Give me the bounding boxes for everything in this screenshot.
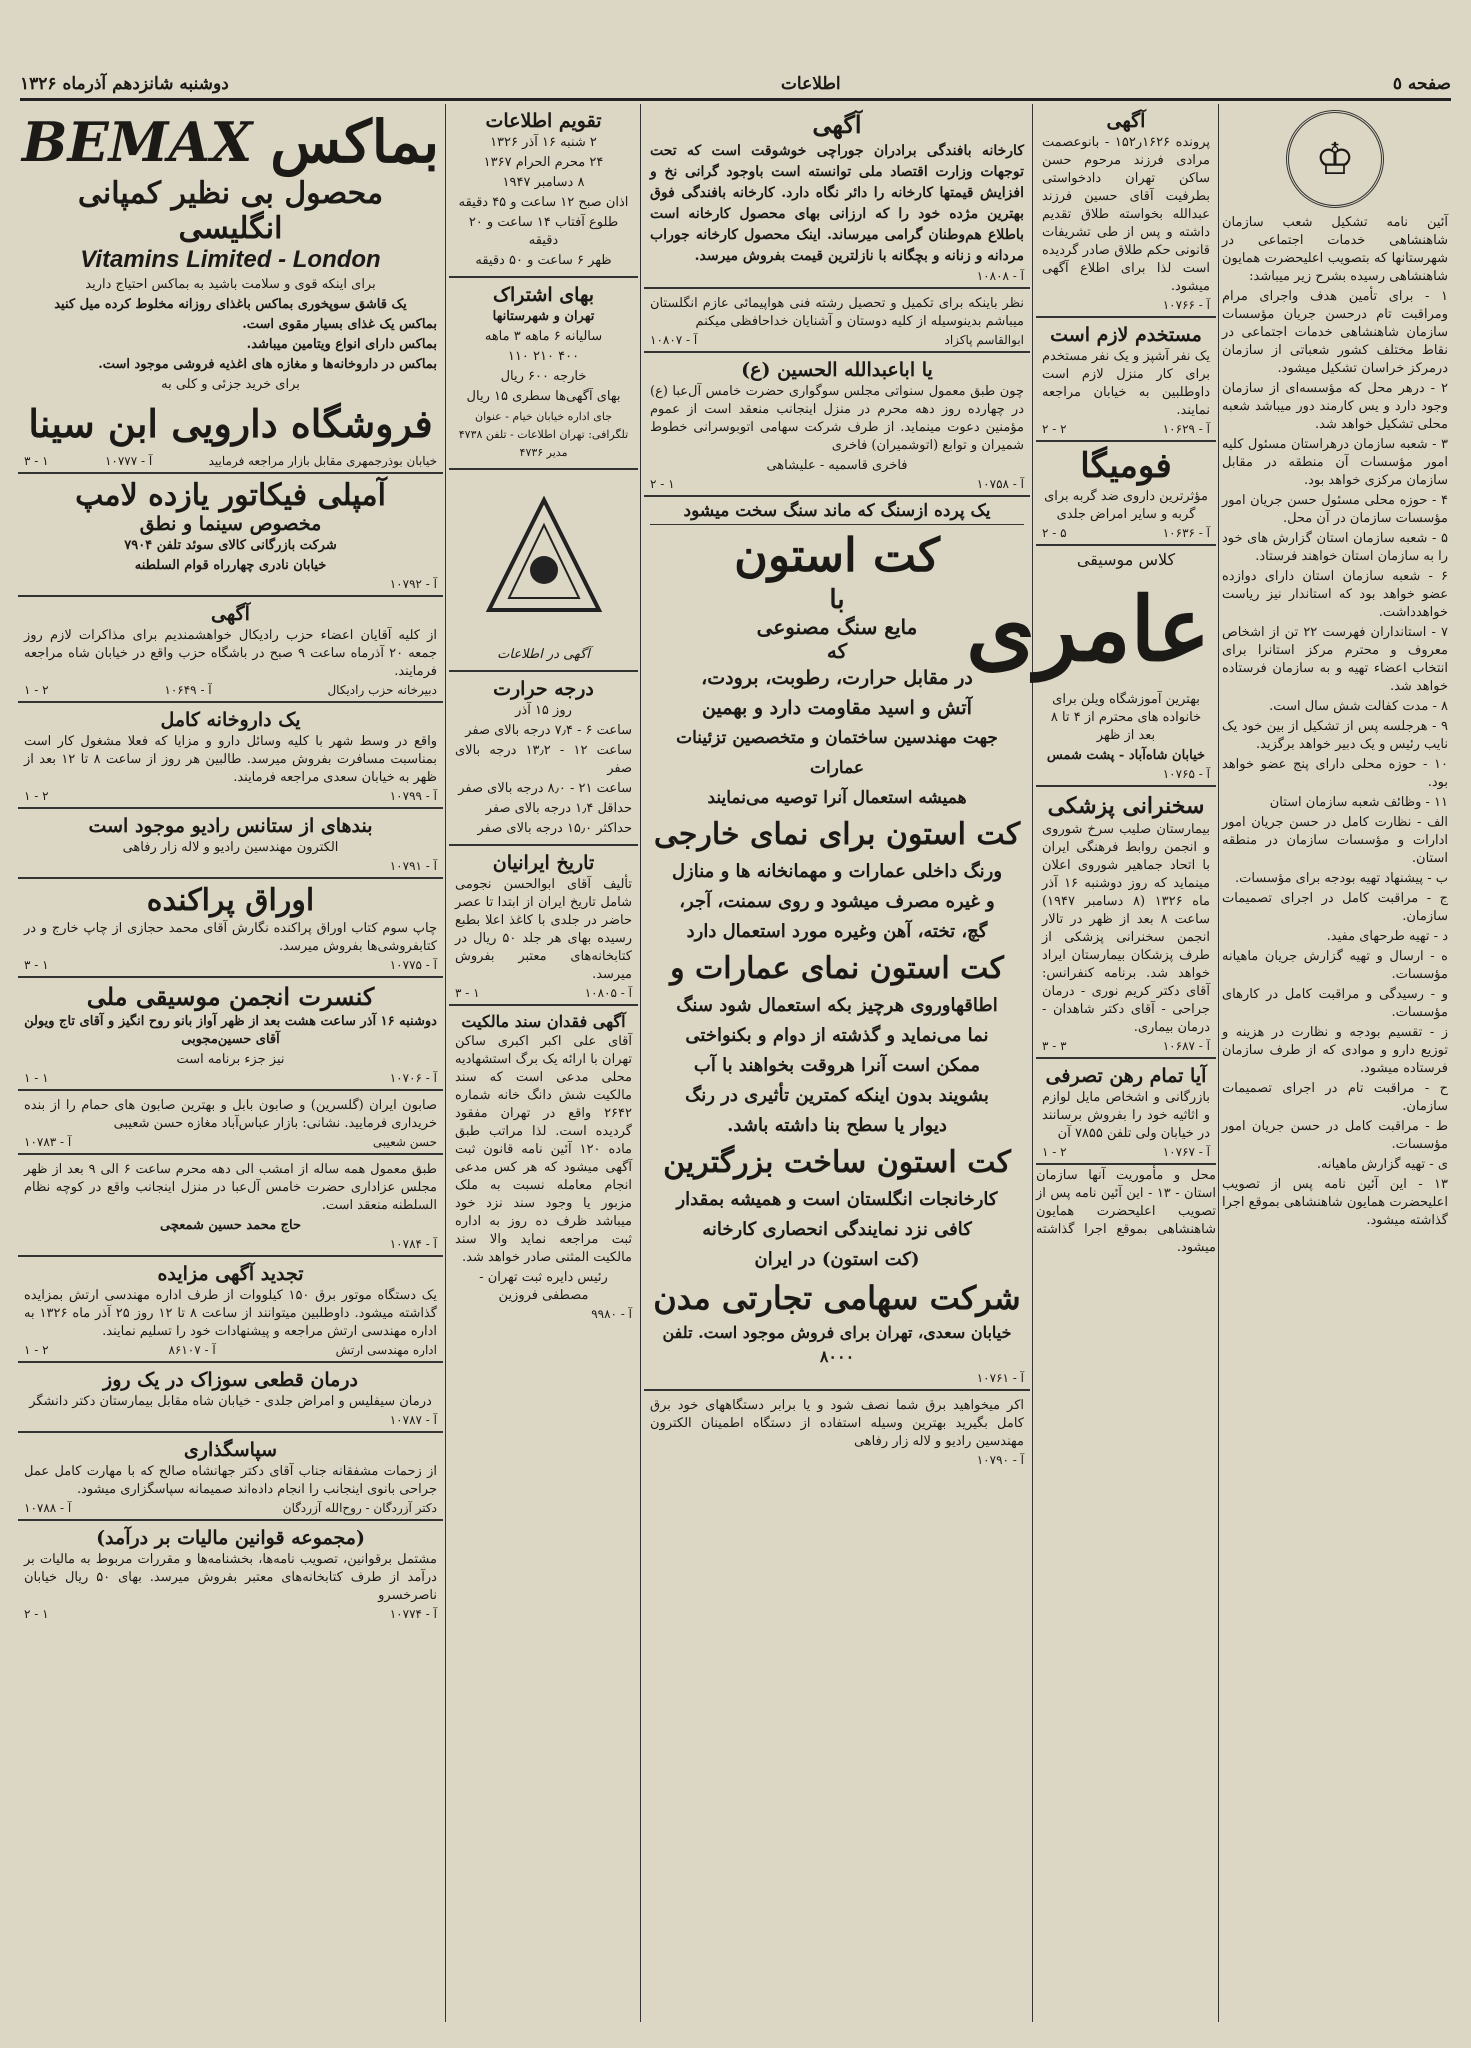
ad-code: آ - ۸۶۱۰۷	[168, 1343, 216, 1357]
ad-code: آ - ۱۰۶۴۹	[164, 683, 212, 697]
catstone-line: گچ، تخته، آهن وغیره مورد استعمال دارد	[686, 921, 988, 942]
subscription-row: بهای آگهی‌ها سطری ۱۵ ریال	[466, 389, 621, 404]
tax-body: مشتمل برقوانین، تصویب نامه‌ها، بخشنامه‌ها و مقررات مربوط به مالیات بر درآمد از طرف کتابخانه‌های معتبر بفروش میرسد. بهای ۵۰ ریال خیابان ناصرخسرو	[24, 1552, 437, 1603]
amp-title: آمپلی فیکاتور یازده لامپ	[75, 478, 386, 513]
soap-body: صابون ایران (گلسرین) و صابون بابل و بهترین صابون های حمام را از بنده خریداری فرمایید. نشانی: بازار عباس‌آباد مغازه حسن شعیبی	[24, 1098, 437, 1131]
lost-title: آگهی فقدان سند مالکیت	[461, 1012, 626, 1031]
music-class-label: کلاس موسیقی	[1076, 550, 1176, 569]
bemax-line: بماکس دارای انواع ویتامین میباشد.	[246, 337, 437, 352]
mourning-title: یا اباعبدالله الحسین (ع)	[741, 359, 933, 381]
duty-item: ز - تقسیم بودجه و نظارت در هزینه و توزیع دارو و موادی که از طرف سازمان فرستاده میشود.	[1222, 1025, 1448, 1076]
paper-name: اطلاعات	[780, 74, 841, 94]
thanks-body: از زحمات مشفقانه جناب آقای دکتر جهانشاه صالح که با مهارت کامل عمل جراحی بانوی اینجانب را انجام داده‌اند صمیمانه سپاسگزاری میشود.	[24, 1464, 437, 1497]
ad-code: آ - ۱۰۷۷۵	[389, 958, 437, 972]
mourning2-sign: حاج محمد حسین شمعچی	[159, 1218, 302, 1233]
statute-item: ۴ - حوزه محلی مسئول حسن جریان امور مؤسسات سازمان در آن محل.	[1222, 493, 1448, 526]
catstone-line: کارخانجات انگلستان است و همیشه بمقدار	[676, 1189, 998, 1210]
temperature-row: ساعت ۶ - ۷٫۴ درجه بالای صفر	[465, 723, 632, 738]
ad-code: آ - ۱۰۷۶۱	[976, 1371, 1024, 1385]
ad-tax-laws	[18, 1521, 443, 1625]
catstone-with: با	[829, 585, 845, 615]
column-rule	[1032, 104, 1033, 2022]
tax-title: (مجموعه قوانین مالیات بر درآمد)	[96, 1527, 365, 1549]
pharmacy-name: فروشگاه دارویی ابن سینا	[28, 401, 433, 446]
subscription-box	[449, 278, 638, 470]
calendar-line: ۲۴ محرم الحرام ۱۳۶۷	[483, 155, 604, 170]
ad-ref: ۵ - ۲	[1042, 526, 1067, 540]
ad-body: پرونده ۱۶۲۶ر۱۵۲ - بانوعصمت مرادی فرزند مرحوم حسن ساکن تهران دادخواستی بطرفیت آقای حسین فرزند عبدالله بخواسته طلاق تقدیم داشته و پس از طی تشریفات قانونی حکم طلاق صادر گردیده است لذا برای اطلاع آگهی میشود.	[1042, 135, 1210, 294]
ad-party	[18, 597, 443, 703]
party-sign: دبیرخانه حزب رادیکال	[327, 683, 437, 697]
farewell-body: نظر باینکه برای تکمیل و تحصیل رشته فنی هواپیمائی عازم انگلستان میباشم بدینوسیله از کلیه دوستان و آشنایان خداحافظی میکنم	[650, 296, 1024, 329]
music-body: بهترین آموزشگاه ویلن برای خانواده های محترم از ۴ تا ۸ بعد از ظهر	[1050, 692, 1202, 743]
column-catstone	[644, 104, 1030, 2022]
ad-ref: ۲ - ۲	[1042, 422, 1067, 436]
ad-code: آ - ۱۰۷۸۳	[24, 1135, 72, 1149]
subscription-row: خارجه ۶۰۰ ریال	[500, 369, 587, 384]
subscription-title: بهای اشتراک	[492, 284, 595, 306]
catstone-line: ممکن است آنرا هروقت بخواهند با آب	[693, 1055, 981, 1076]
page-header	[20, 70, 1451, 101]
statute-item: ۱ - برای تأمین هدف واجرای مرام ومراقبت تام درحسن جریان مؤسسات سازمان شاهنشاهی خدمات اجتماعی در نقاط مختلف کشور شعباتی از سازمان درمرکز خراسان تشکیل میشود.	[1222, 289, 1448, 376]
treatment-title: درمان قطعی سوزاک در یک روز	[103, 1369, 358, 1391]
ad-radio-stands	[18, 809, 443, 879]
issue-date: دوشنبه شانزدهم آذرماه ۱۳۲۶	[20, 74, 229, 94]
thanks-sign: دکتر آزردگان - روح‌الله آزردگان	[282, 1501, 437, 1515]
temperature-sub: روز ۱۵ آذر	[515, 703, 572, 718]
mourning2-body: طبق معمول همه ساله از امشب الی دهه محرم ساعت ۶ الی ۹ بعد از ظهر مجلس عزاداری حضرت خامس آل‌عبا در منزل اینجانب واقع در کوچه نظام السلطنه منعقد است.	[24, 1162, 437, 1213]
bemax-company: Vitamins Limited - London	[80, 246, 381, 273]
catstone-line: دیوار یا سطح بنا داشته باشد.	[727, 1115, 947, 1136]
statute-intro: آئین نامه تشکیل شعب سازمان شاهنشاهی خدمات اجتماعی در شهرستانها که بتصویب اعلیحضرت همایون شاهنشاهی رسیده بشرح زیر میباشد:	[1222, 215, 1448, 284]
ad-ref: ۱ - ۱	[24, 1071, 49, 1085]
calendar-line: ۲ شنبه ۱۶ آذر ۱۳۲۶	[490, 135, 597, 150]
ad-bemax	[18, 104, 443, 474]
statute-items	[1222, 288, 1448, 812]
column-ads-5	[18, 104, 443, 2022]
catstone-line: همیشه استعمال آنرا توصیه می‌نمایند	[707, 788, 967, 808]
temperature-row: حداکثر ۱۵٫۰ درجه بالای صفر	[477, 821, 632, 836]
mourning-body: چون طبق معمول سنواتی مجلس سوگواری حضرت خامس آل‌عبا (ع) در چهارده روز دهه محرم در منزل اینجانب منعقد است از عموم مؤمنین دعوت مینماید. از طرف شرکت سهامی اتوبوسرانی خطوط شمیران و توابع (اتوشمیران) فاخری	[650, 384, 1024, 453]
music-address: خیابان شاه‌آباد - پشت شمس	[1046, 748, 1206, 763]
loan-title: آیا تمام رهن تصرفی	[1045, 1065, 1207, 1087]
statute-duties	[1222, 814, 1448, 1174]
bemax-line: برای خرید جزئی و کلی به	[161, 377, 300, 392]
statute-item: ۲ - درهر محل که مؤسسه‌ای از سازمان وجود دارد و یس کارمند دور میباشد شعبه محلی تشکیل خواهد شد.	[1222, 381, 1448, 432]
ad-music-class	[966, 546, 1216, 787]
pharmacy-address: خیابان بوذرجمهری مقابل بازار مراجعه فرمایید	[208, 454, 437, 468]
lecture-title: سخنرانی پزشکی	[1047, 793, 1205, 819]
statute-item: ۹ - هرجلسه پس از تشکیل از بین خود یک نایب رئیس و یک دبیر خواهد برگزید.	[1222, 719, 1448, 752]
catstone-facade: کت استون نمای عمارات و	[670, 951, 1004, 986]
catstone-company: شرکت سهامی تجارتی مدن	[653, 1279, 1021, 1317]
history-body: تألیف آقای ابوالحسن نجومی شامل تاریخ ایران از ابتدا تا عصر حاضر در جلدی با کاغذ اعلا بطبع رسیده بهای هر جلد ۵۰ ریال در کتابخانه‌های معتبر بفروش میرسد.	[455, 877, 632, 982]
calendar-line: اذان صبح ۱۲ ساعت و ۴۵ دقیقه	[458, 195, 629, 210]
catstone-exterior: کت استون برای نمای خارجی	[653, 817, 1021, 852]
statute-closing: ۱۳ - این آئین نامه پس از تصویب اعلیحضرت همایون شاهنشاهی بموقع اجرا گذاشته میشود.	[1222, 1177, 1448, 1228]
catstone-line: در مقابل حرارت، رطوبت، برودت،	[701, 667, 973, 689]
ad-ref: ۱ - ۲	[650, 477, 675, 491]
column-rule	[1218, 104, 1219, 2022]
logo-caption: آگهی در اطلاعات	[497, 647, 590, 662]
ad-body: یک نفر آشپز و یک نفر مستخدم برای کار منزل لازم است داوطلبین به خیابان مراجعه نمایند.	[1042, 349, 1210, 418]
scatter-title: اوراق پراکنده	[146, 883, 315, 918]
ad-title: آگهی	[812, 110, 862, 139]
concert-program: نیز جزء برنامه است	[176, 1052, 285, 1067]
statute-item: ۷ - استانداران فهرست ۲۲ تن از اشخاص معروف و محترم مرکز استانرا برای انتخاب اعضاء تهیه و به سازمان فرستاده خواهد شد.	[1222, 625, 1449, 694]
lost-deed-ad	[449, 1006, 638, 1325]
ad-code: آ - ۱۰۷۸۷	[389, 1413, 437, 1427]
catstone-line: ورنگ داخلی عمارات و مهمانخانه ها و منازل	[671, 861, 1003, 882]
party-title: آگهی	[211, 603, 250, 625]
ad-code: آ - ۱۰۷۷۷	[104, 454, 153, 468]
ad-treatment	[18, 1363, 443, 1433]
ad-code: آ - ۱۰۷۶۷	[1162, 1145, 1210, 1159]
ad-auction	[18, 1257, 443, 1363]
ad-drugstore	[18, 703, 443, 809]
catstone-line: جهت مهندسین ساختمان و متخصصین تزئینات عمارات	[676, 728, 998, 778]
concert-title: کنسرت انجمن موسیقی ملی	[86, 982, 375, 1011]
ad-ref: ۲ - ۱	[24, 789, 49, 803]
ad-code: آ - ۱۰۷۹۱	[389, 859, 437, 873]
ameri-title: عامری	[966, 577, 1210, 681]
calendar-box	[449, 104, 638, 278]
ad-code: آ - ۱۰۷۶۶	[1162, 298, 1210, 312]
temperature-row: حداقل ۱٫۴ درجه بالای صفر	[485, 801, 632, 816]
calendar-line: طلوع آفتاب ۱۴ ساعت و ۲۰ دقیقه	[468, 215, 619, 248]
catstone-title: کت استون	[734, 528, 940, 582]
bemax-persian: بماکس	[270, 108, 440, 176]
soap-sign: حسن شعیبی	[372, 1135, 437, 1149]
mourning-sign: فاخری قاسمیه - علیشاهی	[766, 458, 908, 473]
ad-fomiga	[1036, 442, 1216, 546]
royal-crown-emblem-icon: ♔	[1286, 110, 1384, 208]
ad-knitting-factory	[644, 104, 1030, 289]
catstone-that: که	[826, 639, 848, 663]
calendar-line: ظهر ۶ ساعت و ۵۰ دقیقه	[475, 253, 612, 268]
party-body: از کلیه آقایان اعضاء حزب رادیکال خواهشمندیم برای مذاکرات لازم روز جمعه ۲۰ آذرماه ساعت ۹ صبح در باشگاه حزب واقع در خیابان شاه مراجعه فرمایند.	[24, 628, 438, 679]
radio-stands-title: بندهای از ستانس رادیو موجود است	[88, 815, 373, 837]
ad-title: آگهی	[1106, 110, 1146, 132]
catstone-line: آتش و اسید مقاومت دارد و بهمین	[702, 697, 972, 719]
column-rule	[640, 104, 641, 2022]
ad-catstone	[644, 497, 1030, 1391]
amp-address: خیابان نادری چهارراه قوام السلطنه	[134, 558, 327, 573]
temperature-box	[449, 672, 638, 846]
ad-farewell	[644, 289, 1030, 353]
temperature-row: ساعت ۲۱ - ۸٫۰ درجه بالای صفر	[458, 781, 632, 796]
statute-item: ۱۱ - وظائف شعبه سازمان استان	[1269, 795, 1448, 810]
thanks-title: سپاسگذاری	[183, 1439, 278, 1461]
catstone-banner: یک پرده ازسنگ که ماند سنگ سخت میشود	[650, 501, 1024, 525]
ad-ref: ۱ - ۲	[24, 1607, 49, 1621]
loan-body: بازرگانی و اشخاص مایل لوازم و اثاثیه خود را بفروش برسانند در خیابان ولی تلفن ۷۸۵۵ آن	[1042, 1090, 1210, 1141]
ad-code: آ - ۱۰۸۰۷	[650, 333, 698, 347]
duty-item: ط - مراقبت کامل در حسن جریان امور مؤسسات.	[1222, 1119, 1448, 1152]
drugstore-title: یک داروخانه کامل	[160, 709, 301, 731]
ad-code: آ - ۱۰۶۲۹	[1162, 422, 1210, 436]
ad-ref: ۱ - ۳	[24, 454, 49, 468]
subscription-row: سالیانه ۶ ماهه ۳ ماهه	[484, 329, 603, 344]
duty-item: و - رسیدگی و مراقبت کامل در کارهای مؤسسات.	[1222, 987, 1448, 1020]
subscription-sub: تهران و شهرستانها	[492, 309, 595, 324]
calendar-title: تقویم اطلاعات	[485, 110, 602, 132]
lost-body: آقای علی اکبر اکبری ساکن تهران با ارائه یک برگ استشهادیه محلی مدعی است که سند مالکیت شش دانگ خانه شماره ۲۶۴۲ واقع در تهران مفقود گردیده است. لذا مراتب طبق ماده ۱۲۰ آئین نامه قانون ثبت آگهی میشود که هر کس مدعی انجام معامله نسبت به ملک مزبور یا وجود سند نزد خود میباشد ظرف ده روز به اداره ثبت مراجعه نماید والا سند مالکیت المثنی صادر خواهد شد.	[455, 1034, 632, 1265]
subscription-address: جای اداره خیابان خیام - عنوان تلگرافی: تهران اطلاعات - تلفن ۴۷۳۸ مدیر ۴۷۳۶	[458, 410, 629, 459]
catstone-line: و غیره مصرف میشود و روی سمنت، آجر،	[679, 891, 995, 912]
statute-item: ۳ - شعبه سازمان درهراستان مسئول کلیه امور مؤسسات آن منطقه در مقابل سازمان مرکزی خواهد بود.	[1222, 437, 1448, 488]
column-rule	[445, 104, 446, 2022]
ad-ref: ۲ - ۱	[24, 1343, 49, 1357]
ad-lecture	[1036, 787, 1216, 1059]
catstone-made: کت استون ساخت بزرگترین	[663, 1145, 1011, 1180]
drugstore-body: واقع در وسط شهر با کلیه وسائل دارو و مزایا که فعلا مشغول کار است بمناسبت مسافرت بفروش میرسد. طالبین هر روز از ساعت ۸ تا ۱۲ بعد از ظهر به خیابان سعدی مراجعه فرمایند.	[24, 734, 437, 785]
treatment-body: درمان سیفلیس و امراض جلدی - خیابان شاه مقابل بیمارستان دکتر دانشگر	[29, 1394, 432, 1409]
ad-loan	[1036, 1059, 1216, 1165]
history-book-ad	[449, 846, 638, 1006]
amp-sub: مخصوص سینما و نطق	[139, 513, 322, 535]
catstone-line: نما می‌نماید و گذشته از دوام و بکنواختی	[685, 1025, 989, 1046]
ad-body: کارخانه بافندگی برادران جوراچی خوشوقت است که تحت توجهات وزارت اقتصاد ملی توانسته است باوجود گرانی نخ و افزایش قیمتها کارخانه را دائر نگاه دارد. کارخانه بافندگی فوق بهترین مژده خود را که ارزانی بهای محصول کارخانه است باطلاع هم‌وطنان گرامی میرساند. اینک محصول کارخانه جوراب مردانه و زنانه و بچگانه با نازلترین قیمت بفروش میرسد.	[650, 143, 1024, 264]
duty-item: ب - پیشنهاد تهیه بودجه برای مؤسسات.	[1235, 871, 1448, 886]
ad-code: آ - ۱۰۷۸۸	[24, 1501, 72, 1515]
temperature-row: ساعت ۱۲ - ۱۳٫۲ درجه بالای صفر	[455, 743, 632, 776]
catstone-address: خیابان سعدی، تهران برای فروش موجود است. تلفن ۸۰۰۰	[662, 1323, 1012, 1366]
calendar-line: ۸ دسامبر ۱۹۴۷	[502, 175, 585, 190]
ad-amplifier	[18, 474, 443, 597]
amp-body: شرکت بازرگانی کالای سوئد تلفن ۷۹۰۴	[124, 538, 337, 553]
ad-ref: ۱ - ۳	[455, 986, 480, 1000]
ad-thanks	[18, 1433, 443, 1521]
radio-power-body: اکر میخواهید برق شما نصف شود و یا برابر دستگاههای خود برق کامل بگیرید بهترین وسیله استفاده از دستگاه اطمینان الکترون مهندسین رادیو و لاله زار رفاهی	[650, 1398, 1024, 1449]
ettelaat-logo-icon	[469, 480, 619, 640]
ad-mourning-2	[18, 1155, 443, 1257]
auction-title: تجدید آگهی مزایده	[157, 1263, 304, 1285]
ad-ref: ۱ - ۳	[24, 958, 49, 972]
ad-title: مستخدم لازم است	[1050, 324, 1202, 346]
statute-item: ۸ - مدت کفالت شش سال است.	[1269, 699, 1448, 714]
page-number: صفحه ٥	[1392, 74, 1451, 94]
duty-item: الف - نظارت کامل در حسن جریان امور ادارات و مؤسسات سازمان در منطقه استان.	[1222, 815, 1448, 866]
ettelaat-logo-box	[449, 470, 638, 672]
scatter-body: چاپ سوم کتاب اوراق پراکنده نگارش آقای محمد حجازی از چاپ خارج و در کتابفروشی‌ها بفروش میرسد.	[24, 921, 437, 954]
history-title: تاریخ ایرانیان	[492, 852, 595, 874]
duty-item: ح - مراقبت تام در اجرای تصمیمات سازمان.	[1222, 1081, 1448, 1114]
ad-radio-power	[644, 1391, 1030, 1471]
bemax-latin: BEMAX	[21, 110, 253, 174]
catstone-line: کافی نزد نمایندگی انحصاری کارخانه	[702, 1219, 972, 1240]
ad-code: آ - ۱۰۸۰۸	[976, 269, 1024, 283]
catstone-line: (کت استون) در ایران	[754, 1249, 920, 1270]
ad-code: آ - ۱۰۶۳۶	[1162, 526, 1210, 540]
statute-tail: محل و مأموریت آنها سازمان استان - ۱۳ - این آئین نامه پس از تصویب اعلیحضرت همایون شاهنشاهی بموقع اجرا گذاشته میشود.	[1036, 1168, 1216, 1255]
catstone-line: بشویند بدون اینکه کمترین تأثیری در رنگ	[685, 1085, 989, 1106]
ad-code: آ - ۱۰۷۹۹	[389, 789, 437, 803]
ad-code: آ - ۱۰۷۸۴	[389, 1237, 437, 1251]
ad-ref: ۳ - ۳	[1042, 1039, 1067, 1053]
duty-item: ج - مراقبت کامل در اجرای تصمیمات سازمان.	[1222, 891, 1448, 924]
ad-scattered-pages	[18, 879, 443, 978]
ad-code: آ - ۱۰۷۰۶	[389, 1071, 437, 1085]
duty-item: ه - ارسال و تهیه گزارش جریان ماهیانه مؤسسات.	[1222, 949, 1448, 982]
statute-item: ۶ - شعبه سازمان استان دارای دوازده عضو خواهد بود که استاندار نیز ریاست خواهدداشت.	[1222, 569, 1448, 620]
column-statute	[1222, 104, 1448, 2022]
catstone-liquid: مایع سنگ مصنوعی	[756, 615, 918, 639]
ad-concert	[18, 978, 443, 1091]
radio-stands-body: الکترون مهندسین رادیو و لاله زار رفاهی	[122, 840, 339, 855]
ad-ref: ۲ - ۱	[24, 683, 49, 697]
auction-body: یک دستگاه موتور برق ۱۵۰ کیلووات از طرف اداره مهندسی ارتش بمزایده گذاشته میشود. داوطلبین میتوانند از ساعت ۸ تا ۱۲ روز ۲۵ آذر ماه ۱۳۲۶ به اداره مهندسی ارتش مراجعه و پیشنهادات خود را تسلیم نمایند.	[24, 1288, 437, 1339]
ad-soap	[18, 1091, 443, 1155]
ad-code: آ - ۱۰۷۹۰	[976, 1453, 1024, 1467]
temperature-title: درجه حرارت	[493, 678, 594, 700]
ad-code: آ - ۱۰۷۹۲	[389, 577, 437, 591]
ad-code: آ - ۱۰۶۸۷	[1162, 1039, 1210, 1053]
farewell-name: ابوالقاسم پاکزاد	[944, 333, 1024, 347]
ad-divorce	[1036, 104, 1216, 318]
bemax-line: یک قاشق سوپخوری بماکس باغذای روزانه مخلوط کرده میل کنید	[54, 297, 407, 312]
bemax-line: بماکس یک غذای بسیار مقوی است.	[242, 317, 437, 332]
column-info	[449, 104, 638, 2022]
ad-code: آ - ۱۰۷۶۵	[1162, 767, 1210, 781]
auction-sign: اداره مهندسی ارتش	[335, 1343, 437, 1357]
bemax-line: برای اینکه قوی و سلامت باشید به بماکس احتیاج دارید	[85, 277, 376, 292]
statute-item: ۱۰ - حوزه محلی دارای پنج عضو خواهد بود.	[1222, 757, 1448, 790]
ad-code: آ - ۱۰۷۷۴	[389, 1607, 437, 1621]
fomiga-title: فومیگا	[1080, 446, 1172, 486]
bemax-subtitle: محصول بی نظیر کمپانی انگلیسی	[77, 176, 384, 246]
concert-body: دوشنبه ۱۶ آذر ساعت هشت بعد از ظهر آواز بانو روح انگیز و آقای تاج ویولن آقای حسین‌مجوبی	[24, 1014, 437, 1047]
ad-code: آ - ۹۹۸۰	[591, 1307, 632, 1321]
ad-code: آ - ۱۰۷۵۸	[976, 477, 1024, 491]
lost-sign: رئیس دایره ثبت تهران - مصطفی فروزین	[479, 1270, 608, 1303]
ad-code: آ - ۱۰۸۰۵	[584, 986, 632, 1000]
ad-servant	[1036, 318, 1216, 442]
fomiga-body: مؤثرترین داروی ضد گربه برای گربه و سایر امراض جلدی	[1044, 489, 1208, 522]
ad-mourning	[644, 353, 1030, 497]
catstone-line: اطاقهاوروی هرچیز بکه استعمال شود سنگ	[676, 995, 998, 1016]
duty-item: ی - تهیه گزارش ماهیانه.	[1316, 1157, 1448, 1172]
duty-item: د - تهیه طرحهای مفید.	[1326, 929, 1448, 944]
subscription-row: ۴۰۰ ۲۱۰ ۱۱۰	[507, 349, 580, 364]
ad-ref: ۲ - ۱	[1042, 1145, 1067, 1159]
statute-item: ۵ - شعبه سازمان استان گزارش های خود را به سازمان استان خواهند فرستاد.	[1222, 531, 1448, 564]
lecture-body: بیمارستان صلیب سرخ شوروی و انجمن روابط فرهنگی ایران با اتحاد جماهیر شوروی اعلان مینماید که روز دوشنبه ۱۶ آذر ماه ۱۳۲۶ (۸ دسامبر ۱۹۴۷) ساعت ۸ بعد از ظهر در تالار انجمن سخنرانی پزشکی از طرف پزشکان بیمارستان ایراد خواهد شد. برنامه کنفرانس: آقای دکتر کریم نوری - درمان جراحی - آقای دکتر شاهدان - درمان بیماری.	[1042, 822, 1211, 1035]
bemax-line: بماکس در داروخانه‌ها و مغازه های اغذیه فروشی موجود است.	[98, 357, 437, 372]
